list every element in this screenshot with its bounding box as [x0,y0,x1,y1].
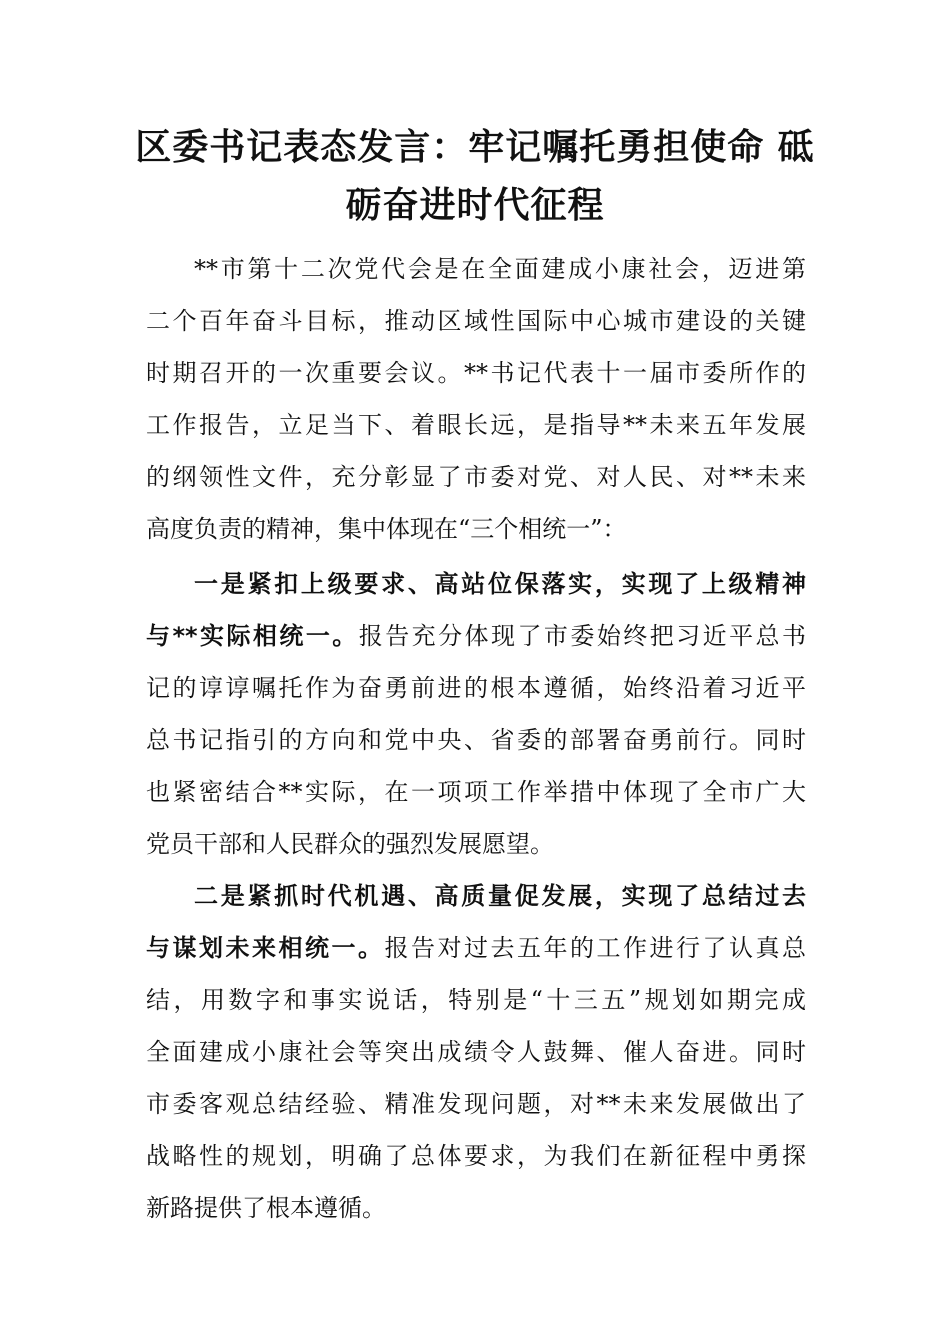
paragraph-text: 报告对过去五年的工作进行了认真总 [384,934,806,962]
paragraph-line: 记的谆谆嘱托作为奋勇前进的根本遵循，始终沿着习近平 [146,674,806,702]
paragraph-heading-tail: 与谋划未来相统一。 [146,934,385,962]
document-title [130,118,820,234]
paragraph-line: 战略性的规划，明确了总体要求，为我们在新征程中勇探 [146,1142,806,1170]
paragraph-intro [146,243,806,555]
paragraph-line: **市第十二次党代会是在全面建成小康社会，迈进第 [194,255,806,283]
paragraph-heading-line: 二是紧抓时代机遇、高质量促发展，实现了总结过去 [194,882,806,910]
paragraph-line [146,922,806,974]
paragraph-line: 市委客观总结经验、精准发现问题，对**未来发展做出了 [146,1090,806,1118]
paragraph-line: 的纲领性文件，充分彰显了市委对党、对人民、对**未来 [146,463,806,491]
paragraph-line: 时期召开的一次重要会议。**书记代表十一届市委所作的 [146,359,806,387]
paragraph-line: 新路提供了根本遵循。 [146,1194,386,1222]
paragraph-line: 高度负责的精神，集中体现在“三个相统一”： [146,515,627,543]
paragraph-point-two [146,870,806,1234]
paragraph-line: 结，用数字和事实说话，特别是“十三五”规划如期完成 [146,986,806,1014]
paragraph-line: 总书记指引的方向和党中央、省委的部署奋勇前行。同时 [146,726,806,754]
paragraph-text: 报告充分体现了市委始终把习近平总书 [358,622,806,650]
paragraph-point-one [146,558,806,870]
title-line-1: 区委书记表态发言：牢记嘱托勇担使命 砥 [135,126,815,168]
paragraph-line: 工作报告，立足当下、着眼长远，是指导**未来五年发展 [146,411,806,439]
paragraph-line: 全面建成小康社会等突出成绩令人鼓舞、催人奋进。同时 [146,1038,806,1066]
paragraph-line: 二个百年奋斗目标，推动区域性国际中心城市建设的关键 [146,307,806,335]
paragraph-heading-tail: 与**实际相统一。 [146,622,359,650]
paragraph-heading-line: 一是紧扣上级要求、高站位保落实，实现了上级精神 [194,570,806,598]
title-line-2: 砺奋进时代征程 [345,184,605,226]
paragraph-line [146,610,806,662]
paragraph-line: 也紧密结合**实际，在一项项工作举措中体现了全市广大 [146,778,806,806]
paragraph-line: 党员干部和人民群众的强烈发展愿望。 [146,830,554,858]
